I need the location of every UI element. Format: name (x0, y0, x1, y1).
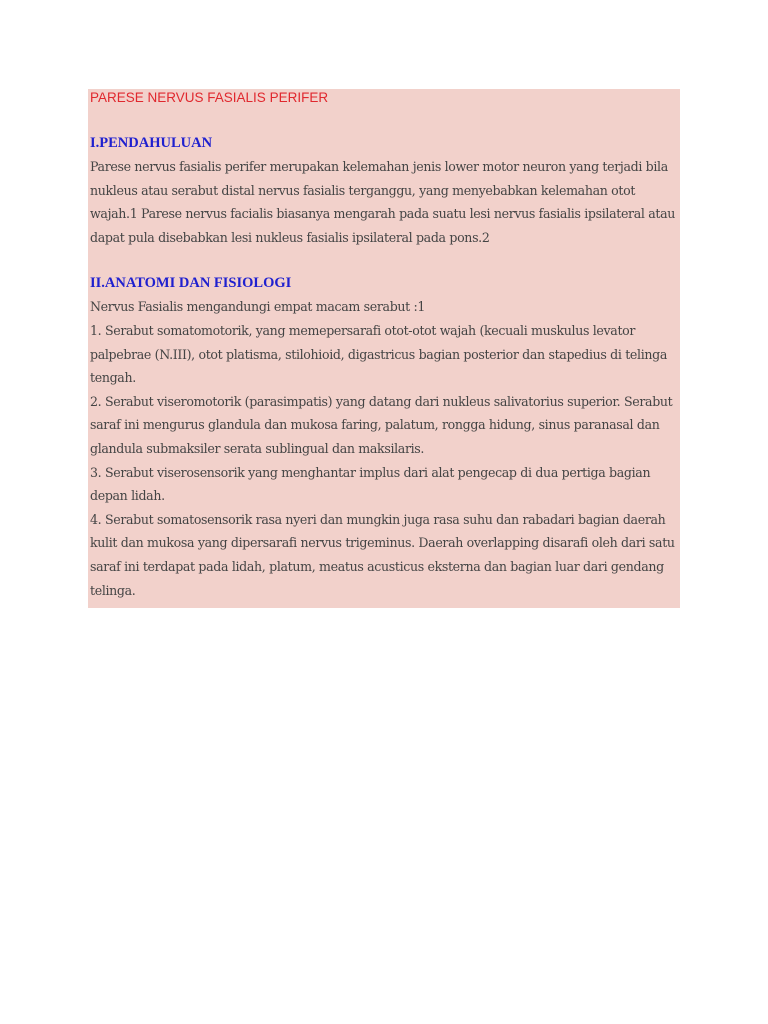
paragraph: 4. Serabut somatosensorik rasa nyeri dan mungkin juga rasa suhu dan rabadari bagian daerah kulit dan mukosa yang dipersarafi nervus trigeminus. Daerah overlapping disarafi oleh dari satu saraf ini terdapat pada lidah, platum, meatus acusticus eksterna dan bagian luar dari gendang telinga. (90, 511, 675, 598)
section-heading: I.PENDAHULUAN (90, 135, 213, 151)
section-anatomi-fisiologi (90, 271, 678, 602)
spacer (90, 249, 678, 271)
paragraph: Parese nervus fasialis perifer merupakan kelemahan jenis lower motor neuron yang terjadi bila nukleus atau serabut distal nervus fasialis terganggu, yang menyebabkan kelemahan otot wajah.1 Parese nervus facialis biasanya mengarah pada suatu lesi nervus fasialis ipsilateral atau dapat pula disebabkan lesi nukleus fasialis ipsilateral pada pons.2 (90, 159, 675, 245)
paragraph: 1. Serabut somatomotorik, yang memepersarafi otot-otot wajah (kecuali muskulus levator palpebrae (N.III), otot platisma, stilohioid, digastricus bagian posterior dan stapedius di telinga tengah. (90, 322, 668, 386)
document-title: PARESE NERVUS FASIALIS PERIFER (90, 90, 329, 105)
paragraph: 3. Serabut viserosensorik yang menghantar implus dari alat pengecap di dua pertiga bagian depan lidah. (90, 464, 651, 504)
section-pendahuluan (90, 131, 678, 249)
paragraph: Nervus Fasialis mengandungi empat macam serabut :1 (90, 299, 426, 315)
section-heading: II.ANATOMI DAN FISIOLOGI (90, 275, 292, 292)
content-box (88, 89, 680, 608)
paragraph: 2. Serabut viseromotorik (parasimpatis) yang datang dari nukleus salivatorius superior. Serabut saraf ini mengurus glandula dan mukosa faring, palatum, rongga hidung, sinus paranasal dan glandula submaksiler serata sublingual dan maksilaris. (90, 393, 673, 456)
spacer (90, 107, 678, 131)
